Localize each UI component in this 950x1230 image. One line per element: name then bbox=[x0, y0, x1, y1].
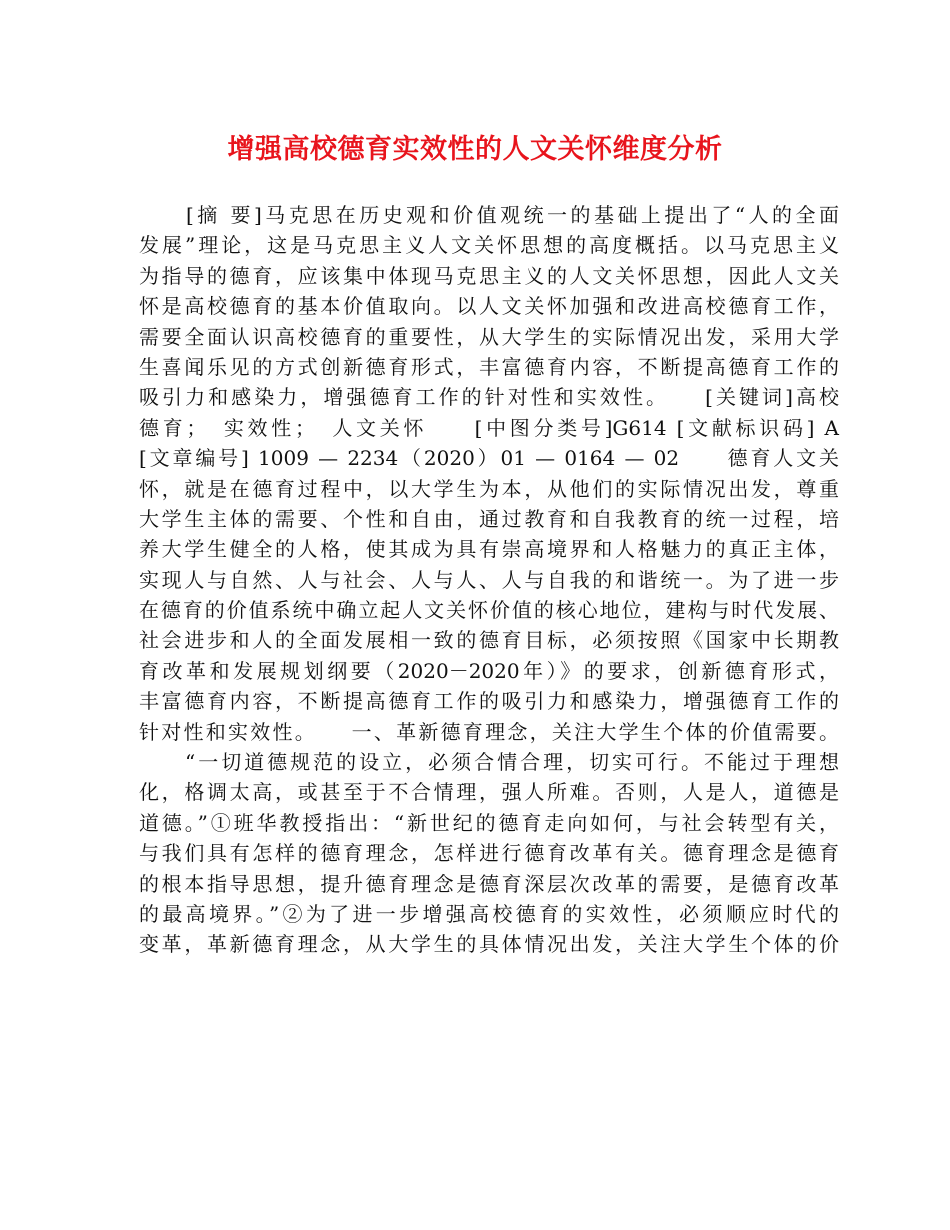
text-line: 德育； 实效性； 人文关怀 [中图分类号]G614 [文献标识码] A bbox=[139, 415, 839, 440]
text-line: 社会进步和人的全面发展相一致的德育目标，必须按照《国家中长期教 bbox=[139, 628, 839, 653]
text-line: 怀是高校德育的基本价值取向。以人文关怀加强和改进高校德育工作， bbox=[139, 294, 839, 319]
text-line: [文章编号] 1009 — 2234（2020）01 — 0164 — 02 德育人文关 bbox=[139, 446, 839, 471]
text-line: 在德育的价值系统中确立起人文关怀价值的核心地位，建构与时代发展、 bbox=[139, 598, 839, 623]
text-line: 发展”理论，这是马克思主义人文关怀思想的高度概括。以马克思主义 bbox=[139, 233, 839, 258]
text-line: “一切道德规范的设立，必须合情合理，切实可行。不能过于理想 bbox=[139, 750, 839, 775]
document-title: 增强高校德育实效性的人文关怀维度分析 bbox=[227, 134, 723, 165]
text-line: 怀，就是在德育过程中，以大学生为本，从他们的实际情况出发，尊重 bbox=[139, 476, 839, 501]
text-line: 丰富德育内容，不断提高德育工作的吸引力和感染力，增强德育工作的 bbox=[139, 689, 839, 714]
text-line: 大学生主体的需要、个性和自由，通过教育和自我教育的统一过程，培 bbox=[139, 506, 839, 531]
text-line: 需要全面认识高校德育的重要性，从大学生的实际情况出发，采用大学 bbox=[139, 324, 839, 349]
text-line: 实现人与自然、人与社会、人与人、人与自我的和谐统一。为了进一步 bbox=[139, 567, 839, 592]
text-line: 针对性和实效性。 一、革新德育理念，关注大学生个体的价值需要。 bbox=[139, 719, 839, 744]
text-line: 生喜闻乐见的方式创新德育形式，丰富德育内容，不断提高德育工作的 bbox=[139, 354, 839, 379]
text-line: 变革，革新德育理念，从大学生的具体情况出发，关注大学生个体的价 bbox=[139, 932, 839, 957]
text-line: 育改革和发展规划纲要（2020－2020年）》的要求，创新德育形式， bbox=[139, 658, 839, 683]
text-line: [摘 要]马克思在历史观和价值观统一的基础上提出了“人的全面 bbox=[139, 203, 839, 227]
text-line: 化，格调太高，或甚至于不合情理，强人所难。否则，人是人，道德是 bbox=[139, 780, 839, 805]
text-line: 道德。”①班华教授指出：“新世纪的德育走向如何，与社会转型有关， bbox=[139, 810, 839, 835]
text-line: 吸引力和感染力，增强德育工作的针对性和实效性。 [关键词]高校 bbox=[139, 385, 839, 410]
document-body bbox=[139, 200, 839, 960]
text-line: 的最高境界。”②为了进一步增强高校德育的实效性，必须顺应时代的 bbox=[139, 901, 839, 926]
text-line: 养大学生健全的人格，使其成为具有崇高境界和人格魅力的真正主体， bbox=[139, 537, 839, 562]
text-line: 与我们具有怎样的德育理念，怎样进行德育改革有关。德育理念是德育 bbox=[139, 841, 839, 866]
text-line: 为指导的德育，应该集中体现马克思主义的人文关怀思想，因此人文关 bbox=[139, 263, 839, 288]
text-line: 的根本指导思想，提升德育理念是德育深层次改革的需要，是德育改革 bbox=[139, 871, 839, 896]
